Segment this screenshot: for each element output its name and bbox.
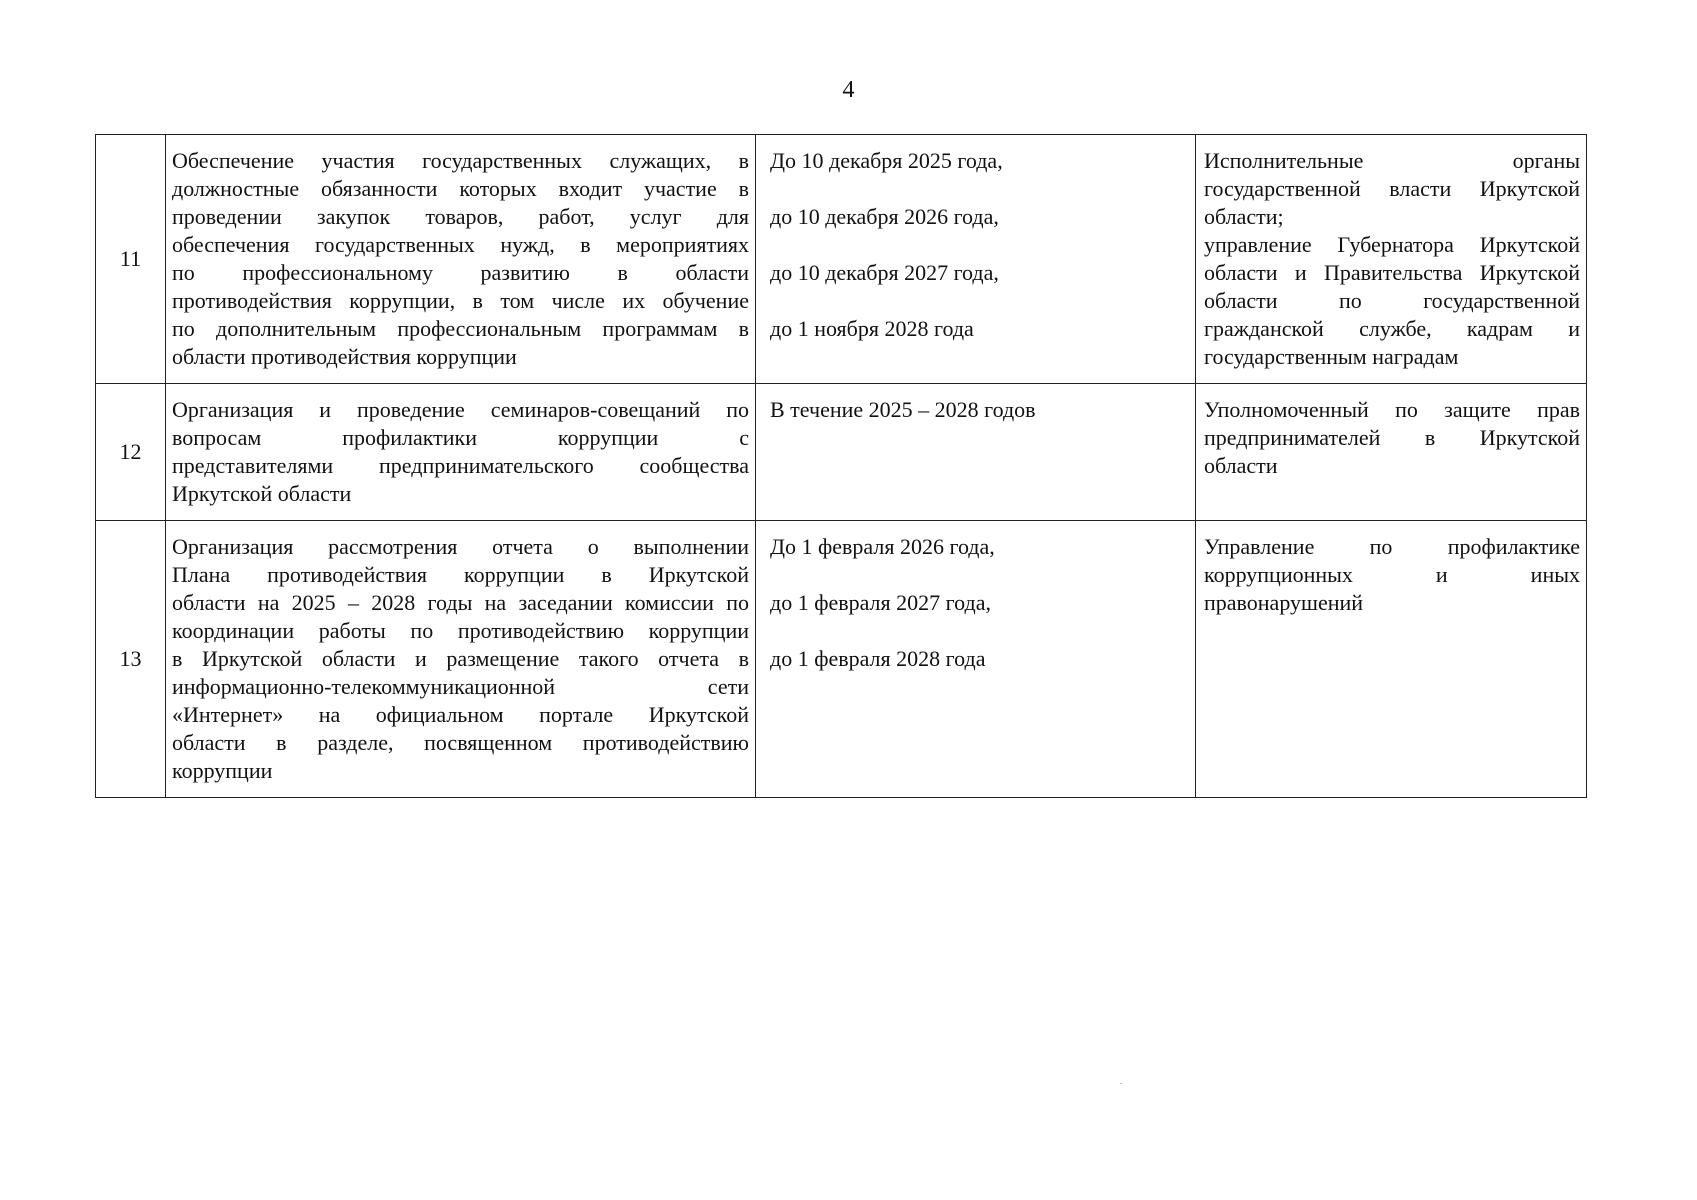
scan-speck xyxy=(1120,1083,1122,1084)
responsible-line: Исполнительные органы xyxy=(1204,148,1580,173)
action-line: коррупции xyxy=(172,758,273,783)
row-number: 12 xyxy=(96,384,166,521)
action-line: информационно-телекоммуникационной сети xyxy=(172,674,749,699)
action-cell xyxy=(166,135,756,384)
row-number: 13 xyxy=(96,521,166,798)
action-line: проведении закупок товаров, работ, услуг для xyxy=(172,204,749,229)
responsible-line: области xyxy=(1204,453,1278,478)
action-line: области противодействия коррупции xyxy=(172,344,517,369)
deadline-line: до 1 ноября 2028 года xyxy=(770,316,974,341)
responsible-line: области; xyxy=(1204,204,1284,229)
responsible-cell xyxy=(1196,521,1587,798)
page-number: 4 xyxy=(842,77,855,103)
deadline-line: До 1 февраля 2026 года, xyxy=(770,534,995,559)
action-line: должностные обязанности которых входит участие в xyxy=(172,176,749,201)
responsible-line: государственным наградам xyxy=(1204,344,1459,369)
responsible-line: правонарушений xyxy=(1204,590,1364,615)
responsible-line: государственной власти Иркутской xyxy=(1204,176,1580,201)
table-row xyxy=(96,521,1587,798)
table-row xyxy=(96,384,1587,521)
deadline-line: До 10 декабря 2025 года, xyxy=(770,148,1003,173)
responsible-line: области по государственной xyxy=(1204,288,1580,313)
deadline-line: В течение 2025 – 2028 годов xyxy=(770,397,1036,422)
deadline-line: до 1 февраля 2028 года xyxy=(770,646,986,671)
action-line: координации работы по противодействию коррупции xyxy=(172,618,749,643)
responsible-line: управление Губернатора Иркутской xyxy=(1204,232,1580,257)
action-line: Плана противодействия коррупции в Иркутской xyxy=(172,562,749,587)
action-line: по профессиональному развитию в области xyxy=(172,260,749,285)
action-line: Организация рассмотрения отчета о выполнении xyxy=(172,534,749,559)
responsible-line: Уполномоченный по защите прав xyxy=(1204,397,1580,422)
action-line: Организация и проведение семинаров-совещаний по xyxy=(172,397,749,422)
deadline-line: до 1 февраля 2027 года, xyxy=(770,590,991,615)
responsible-line: Управление по профилактике xyxy=(1204,534,1580,559)
action-line: по дополнительным профессиональным программам в xyxy=(172,316,749,341)
action-line: вопросам профилактики коррупции с xyxy=(172,425,749,450)
action-line: обеспечения государственных нужд, в мероприятиях xyxy=(172,232,749,257)
action-line: «Интернет» на официальном портале Иркутской xyxy=(172,702,749,727)
action-line: Обеспечение участия государственных служащих, в xyxy=(172,148,749,173)
action-line: в Иркутской области и размещение такого отчета в xyxy=(172,646,749,671)
responsible-cell xyxy=(1196,135,1587,384)
action-cell xyxy=(166,521,756,798)
deadline-cell xyxy=(756,384,1196,521)
action-line: области на 2025 – 2028 годы на заседании комиссии по xyxy=(172,590,749,615)
action-line: представителями предпринимательского сообщества xyxy=(172,453,749,478)
action-cell xyxy=(166,384,756,521)
deadline-line: до 10 декабря 2027 года, xyxy=(770,260,999,285)
responsible-line: коррупционных и иных xyxy=(1204,562,1580,587)
deadline-cell xyxy=(756,521,1196,798)
deadline-cell xyxy=(756,135,1196,384)
responsible-line: предпринимателей в Иркутской xyxy=(1204,425,1580,450)
responsible-line: гражданской службе, кадрам и xyxy=(1204,316,1580,341)
action-line: области в разделе, посвященном противодействию xyxy=(172,730,749,755)
deadline-line: до 10 декабря 2026 года, xyxy=(770,204,999,229)
anti-corruption-plan-table xyxy=(95,134,1587,798)
responsible-cell xyxy=(1196,384,1587,521)
table-row xyxy=(96,135,1587,384)
responsible-line: области и Правительства Иркутской xyxy=(1204,260,1580,285)
action-line: противодействия коррупции, в том числе их обучение xyxy=(172,288,749,313)
row-number: 11 xyxy=(96,135,166,384)
action-line: Иркутской области xyxy=(172,481,352,506)
